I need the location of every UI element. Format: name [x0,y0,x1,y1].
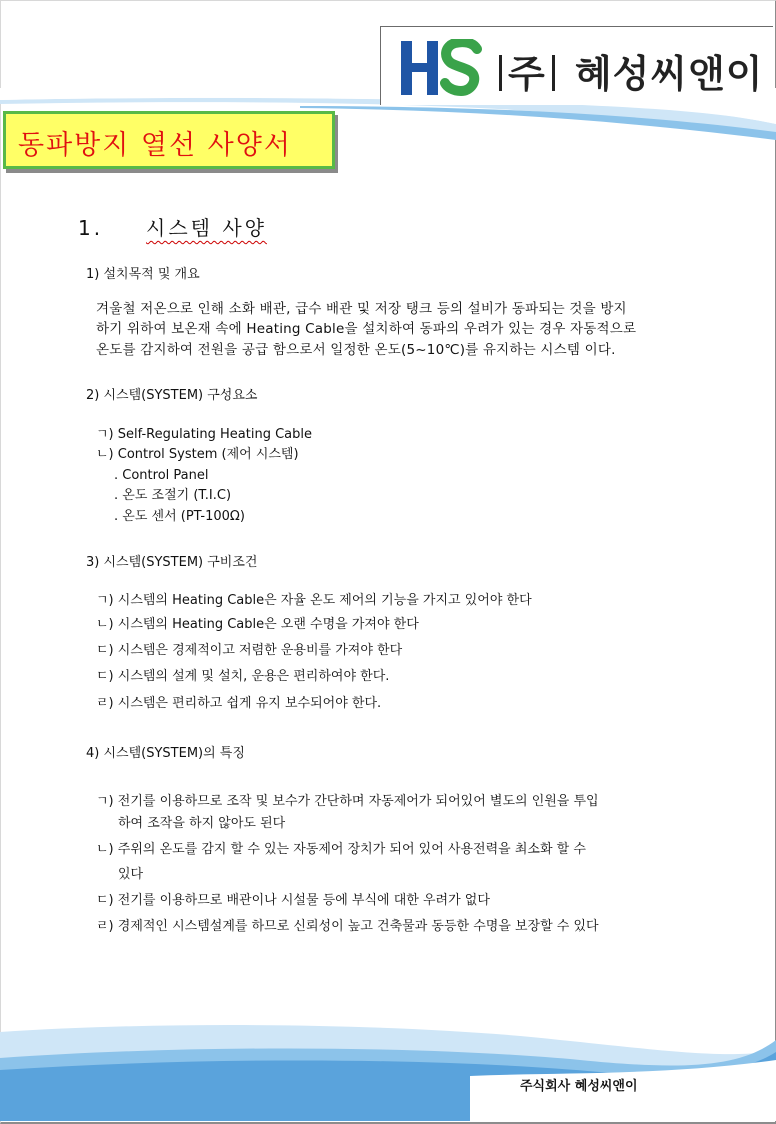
footer-wave [0,1020,776,1121]
feature-item: ㄹ) 경제적인 시스템설계를 하므로 신뢰성이 높고 건축물과 동등한 수명을 보장할 수 있다 [96,919,599,934]
requirement-item: ㄷ) 시스템은 경제적이고 저렴한 운용비를 가져야 한다 [96,643,403,658]
feature-item: ㄷ) 전기를 이용하므로 배관이나 시설물 등에 부식에 대한 우려가 없다 [96,893,490,908]
component-subitem: . 온도 조절기 (T.I.C) [114,488,232,503]
requirement-item: ㄹ) 시스템은 편리하고 쉽게 유지 보수되어야 한다. [96,696,382,711]
section-number: 1. [78,216,104,240]
component-subitem: . Control Panel [114,468,209,483]
section-title: 시스템 사양 [146,216,267,240]
feature-item-continued: 있다 [118,867,144,882]
company-name: 주 혜성씨앤이 [493,43,764,98]
component-subitem: . 온도 센서 (PT-100Ω) [114,509,245,524]
requirement-item: ㄱ) 시스템의 Heating Cable은 자율 온도 제어의 기능을 가지고 있어야 한다 [96,593,532,608]
component-item: ㄴ) Control System (제어 시스템) [96,447,299,462]
purpose-line: 온도를 감지하여 전원을 공급 함으로서 일정한 온도(5~10℃)를 유지하는 시스템 이다. [96,342,616,358]
requirement-item: ㄷ) 시스템의 설계 및 설치, 운용은 편리하여야 한다. [96,669,390,684]
component-item: ㄱ) Self-Regulating Heating Cable [96,427,313,442]
purpose-heading: 1) 설치목적 및 개요 [86,267,200,282]
section-heading [78,212,267,241]
footer-company: 주식회사 혜성씨앤이 [520,1079,638,1094]
features-heading: 4) 시스템(SYSTEM)의 특징 [86,746,245,761]
feature-item-continued: 하여 조작을 하지 않아도 된다 [118,816,286,831]
hs-logo-icon [399,39,483,97]
company-logo [380,26,773,105]
requirements-heading: 3) 시스템(SYSTEM) 구비조건 [86,555,258,570]
document-title-box [3,111,335,169]
purpose-line: 하기 위하여 보온재 속에 Heating Cable을 설치하여 동파의 우려가 있는 경우 자동적으로 [96,321,637,337]
components-heading: 2) 시스템(SYSTEM) 구성요소 [86,388,258,403]
feature-item: ㄴ) 주위의 온도를 감지 할 수 있는 자동제어 장치가 되어 있어 사용전력을 최소화 할 수 [96,842,586,857]
purpose-line: 겨울철 저온으로 인해 소화 배관, 급수 배관 및 저장 탱크 등의 설비가 동파되는 것을 방지 [96,301,627,317]
requirement-item: ㄴ) 시스템의 Heating Cable은 오랜 수명을 가져야 한다 [96,617,419,632]
document-title: 동파방지 열선 사양서 [18,130,292,161]
feature-item: ㄱ) 전기를 이용하므로 조작 및 보수가 간단하며 자동제어가 되어있어 별도의 인원을 투입 [96,794,599,809]
